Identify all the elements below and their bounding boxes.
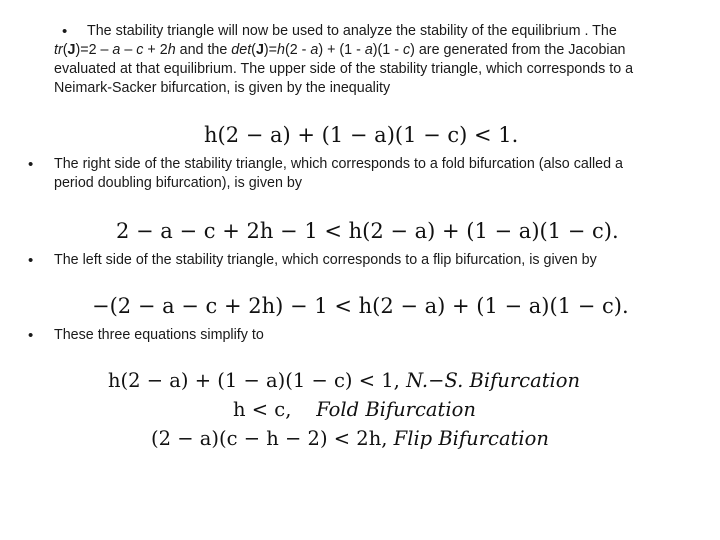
bullet1-line2: tr(J)=2 – a – c + 2h and the det(J)=h(2 - a) + (1 - a)(1 - c) are generated from the Jacobian xyxy=(54,42,626,58)
equation-flip: −(2 − a − c + 2h) − 1 < h(2 − a) + (1 − a)(1 − c). xyxy=(92,294,629,318)
summary-fold: h < c, Fold Bifurcation xyxy=(233,398,476,421)
bullet-marker: • xyxy=(28,156,34,173)
summary-flip: (2 − a)(c − h − 2) < 2h, Flip Bifurcation xyxy=(151,427,549,450)
bullet1-line1: The stability triangle will now be used to analyze the stability of the equilibrium . The xyxy=(87,23,617,39)
bullet-marker: • xyxy=(62,23,68,40)
bullet4-line1: These three equations simplify to xyxy=(54,327,264,343)
bullet1-line3: evaluated at that equilibrium. The upper side of the stability triangle, which corresponds to a xyxy=(54,61,634,77)
bullet3-line1: The left side of the stability triangle, which corresponds to a flip bifurcation, is given by xyxy=(54,252,597,268)
bullet-marker: • xyxy=(28,327,34,344)
equation-fold: 2 − a − c + 2h − 1 < h(2 − a) + (1 − a)(1 − c). xyxy=(116,219,619,243)
bullet-marker: • xyxy=(28,252,34,269)
bullet2-line2: period doubling bifurcation), is given by xyxy=(54,175,302,191)
equation-neimark-sacker: h(2 − a) + (1 − a)(1 − c) < 1. xyxy=(204,123,519,147)
bullet2-line1: The right side of the stability triangle, which corresponds to a fold bifurcation (also called a xyxy=(54,156,623,172)
summary-neimark-sacker: h(2 − a) + (1 − a)(1 − c) < 1, N.−S. Bifurcation xyxy=(108,369,581,392)
bullet1-line4: Neimark-Sacker bifurcation, is given by the inequality xyxy=(54,80,391,96)
